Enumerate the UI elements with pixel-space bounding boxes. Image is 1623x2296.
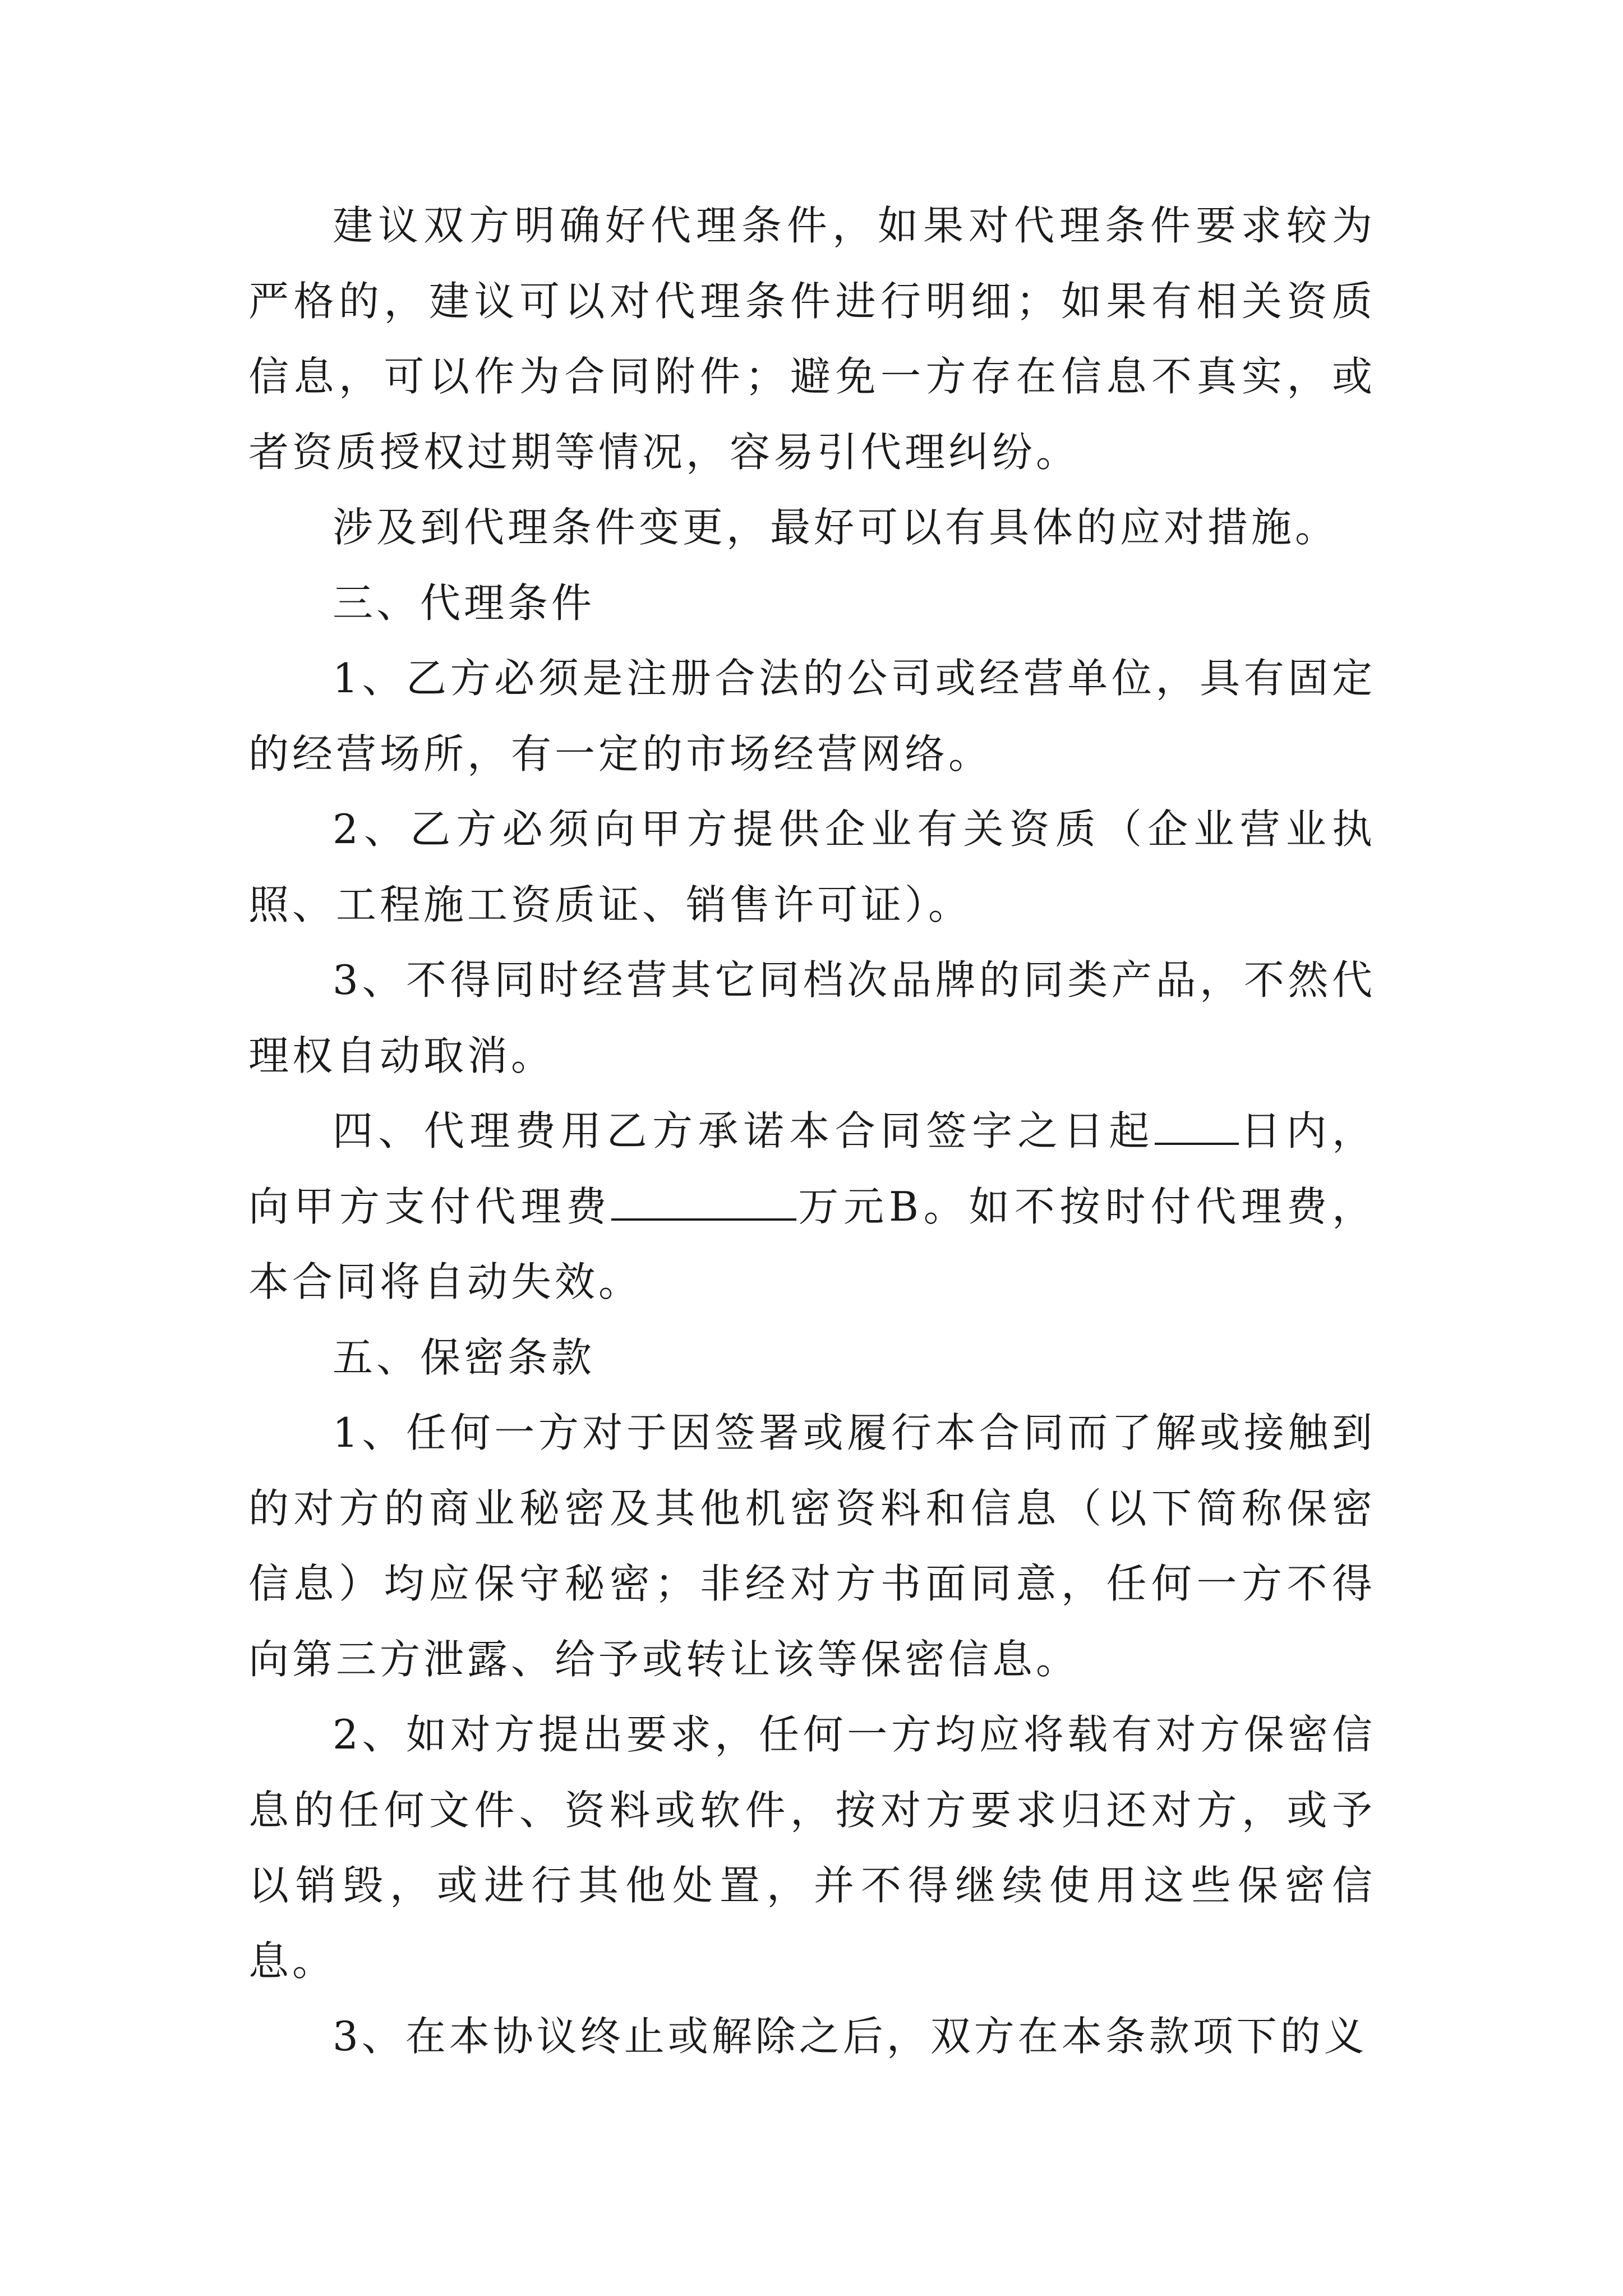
- agency-fee-text-2: 日内，向甲方支付代理费: [248, 1107, 1376, 1230]
- paragraph-confidentiality-3: 3、在本协议终止或解除之后，双方在本条款项下的义: [333, 2013, 1368, 2060]
- amount-blank: [611, 1186, 796, 1221]
- paragraph-agency-fee: [248, 1093, 1376, 1320]
- paragraph-condition-change: 涉及到代理条件变更，最好可以有具体的应对措施。: [333, 504, 1339, 551]
- paragraph-condition-1: 1、乙方必须是注册合法的公司或经营单位，具有固定的经营场所，有一定的市场经营网络。: [248, 655, 1376, 777]
- document-body: [248, 188, 1376, 2074]
- paragraph-condition-3: 3、不得同时经营其它同档次品牌的同类产品，不然代理权自动取消。: [248, 956, 1376, 1079]
- paragraph-agency-advice: 建议双方明确好代理条件，如果对代理条件要求较为严格的，建议可以对代理条件进行明细；如果有相关资质信息，可以作为合同附件；避免一方存在信息不真实，或者资质授权过期等情况，容易引代理纠纷。: [248, 202, 1376, 476]
- section-heading-agency-conditions: 三、代理条件: [333, 579, 596, 627]
- agency-fee-text-1: 四、代理费用乙方承诺本合同签字之日起: [333, 1107, 1155, 1154]
- paragraph-condition-2: 2、乙方必须向甲方提供企业有关资质（企业营业执照、工程施工资质证、销售许可证）。: [248, 806, 1376, 928]
- agency-fee-text-3: 万元B。如不按时付代理费，本合同将自动失效。: [248, 1182, 1376, 1305]
- paragraph-confidentiality-2: 2、如对方提出要求，任何一方均应将载有对方保密信息的任何文件、资料或软件，按对方要求归还对方，或予以销毁，或进行其他处置，并不得继续使用这些保密信息。: [248, 1711, 1376, 1985]
- paragraph-confidentiality-1: 1、任何一方对于因签署或履行本合同而了解或接触到的对方的商业秘密及其他机密资料和信息（以下简称保密信息）均应保守秘密；非经对方书面同意，任何一方不得向第三方泄露、给予或转让该等保密信息。: [248, 1409, 1376, 1683]
- section-heading-confidentiality: 五、保密条款: [333, 1333, 596, 1381]
- days-blank: [1155, 1110, 1239, 1145]
